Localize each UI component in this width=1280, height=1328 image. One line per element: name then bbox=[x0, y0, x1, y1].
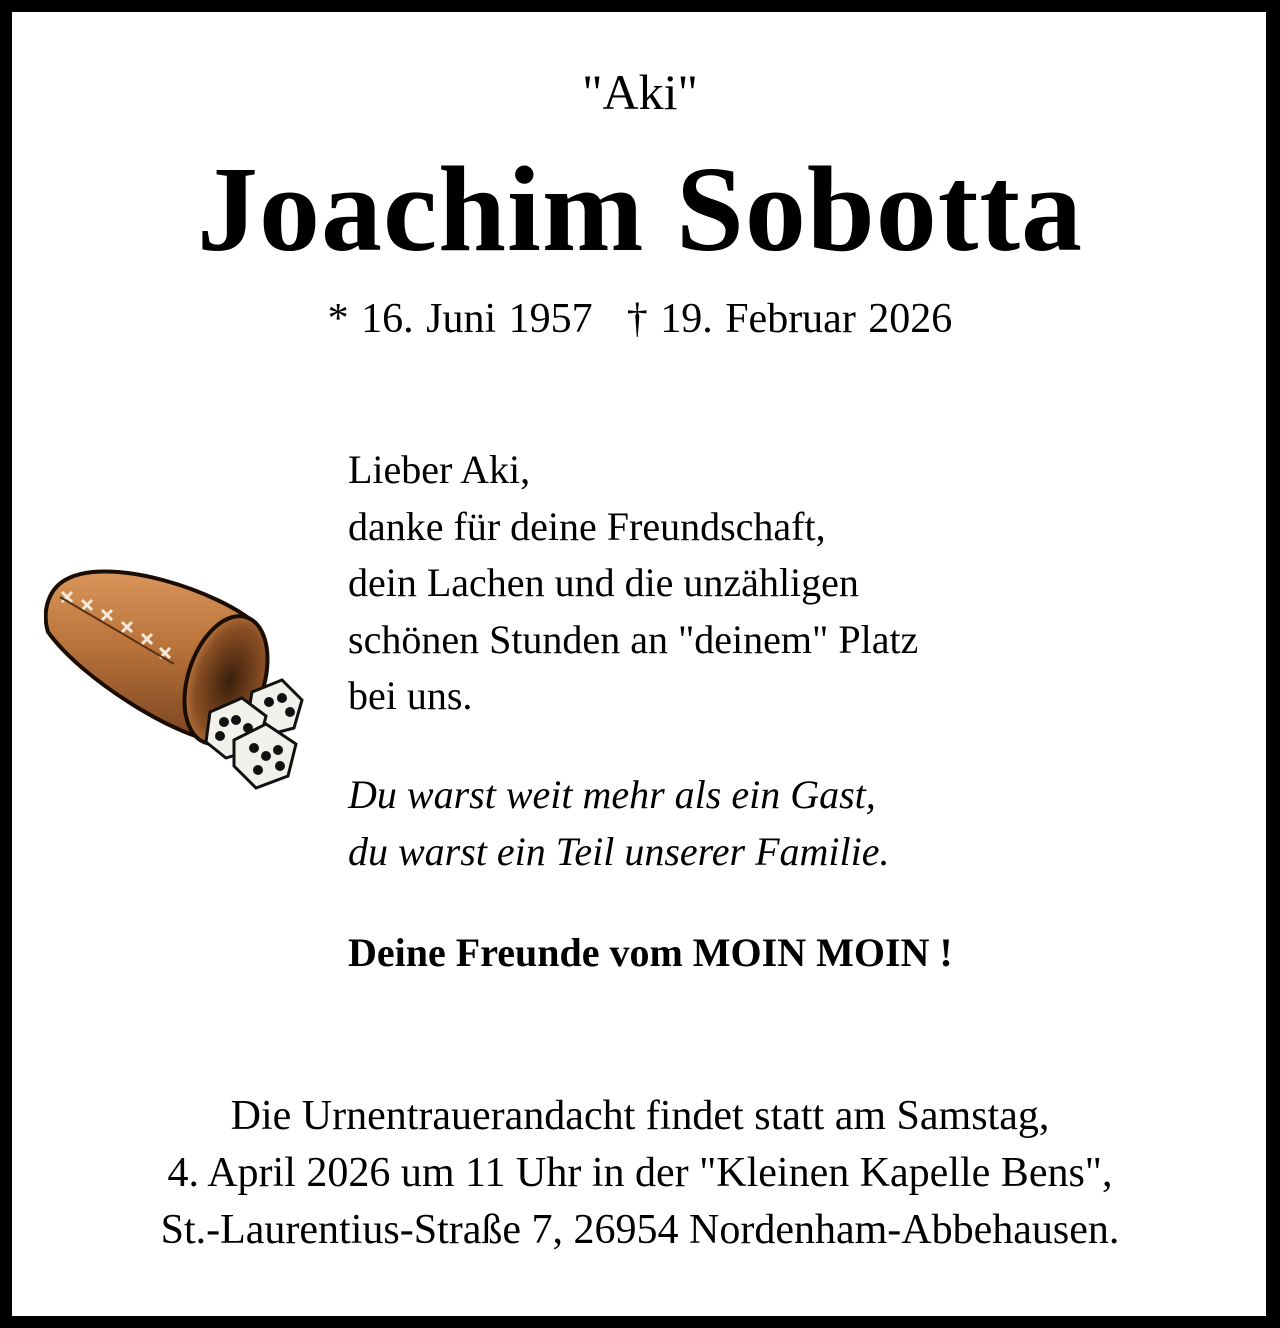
message-line: dein Lachen und die unzähligen bbox=[348, 560, 859, 605]
dice-cup-icon bbox=[44, 552, 306, 790]
nickname: "Aki" bbox=[582, 64, 698, 120]
tribute-message bbox=[348, 442, 1228, 725]
signoff: Deine Freunde vom MOIN MOIN ! bbox=[348, 930, 953, 975]
service-details bbox=[0, 1088, 1280, 1259]
quote-line: Du warst weit mehr als ein Gast, bbox=[348, 772, 876, 817]
message-line: bei uns. bbox=[348, 673, 473, 718]
service-line: Die Urnentrauerandacht findet statt am Samstag, bbox=[230, 1093, 1050, 1139]
message-line: danke für deine Freundschaft, bbox=[348, 503, 826, 549]
message-line: schönen Stunden an "deinem" Platz bbox=[348, 616, 919, 662]
death-date: † 19. Februar 2026 bbox=[626, 296, 953, 342]
birth-date: * 16. Juni 1957 bbox=[327, 296, 593, 342]
life-dates bbox=[0, 293, 1280, 345]
service-line: 4. April 2026 um 11 Uhr in der "Kleinen Kapelle Bens", bbox=[167, 1150, 1113, 1196]
deceased-name: Joachim Sobotta bbox=[197, 142, 1083, 277]
message-line: Lieber Aki, bbox=[348, 447, 531, 492]
tribute-quote bbox=[348, 766, 1228, 880]
quote-line: du warst ein Teil unserer Familie. bbox=[348, 829, 890, 874]
service-line: St.-Laurentius-Straße 7, 26954 Nordenham-Abbehausen. bbox=[160, 1207, 1120, 1253]
